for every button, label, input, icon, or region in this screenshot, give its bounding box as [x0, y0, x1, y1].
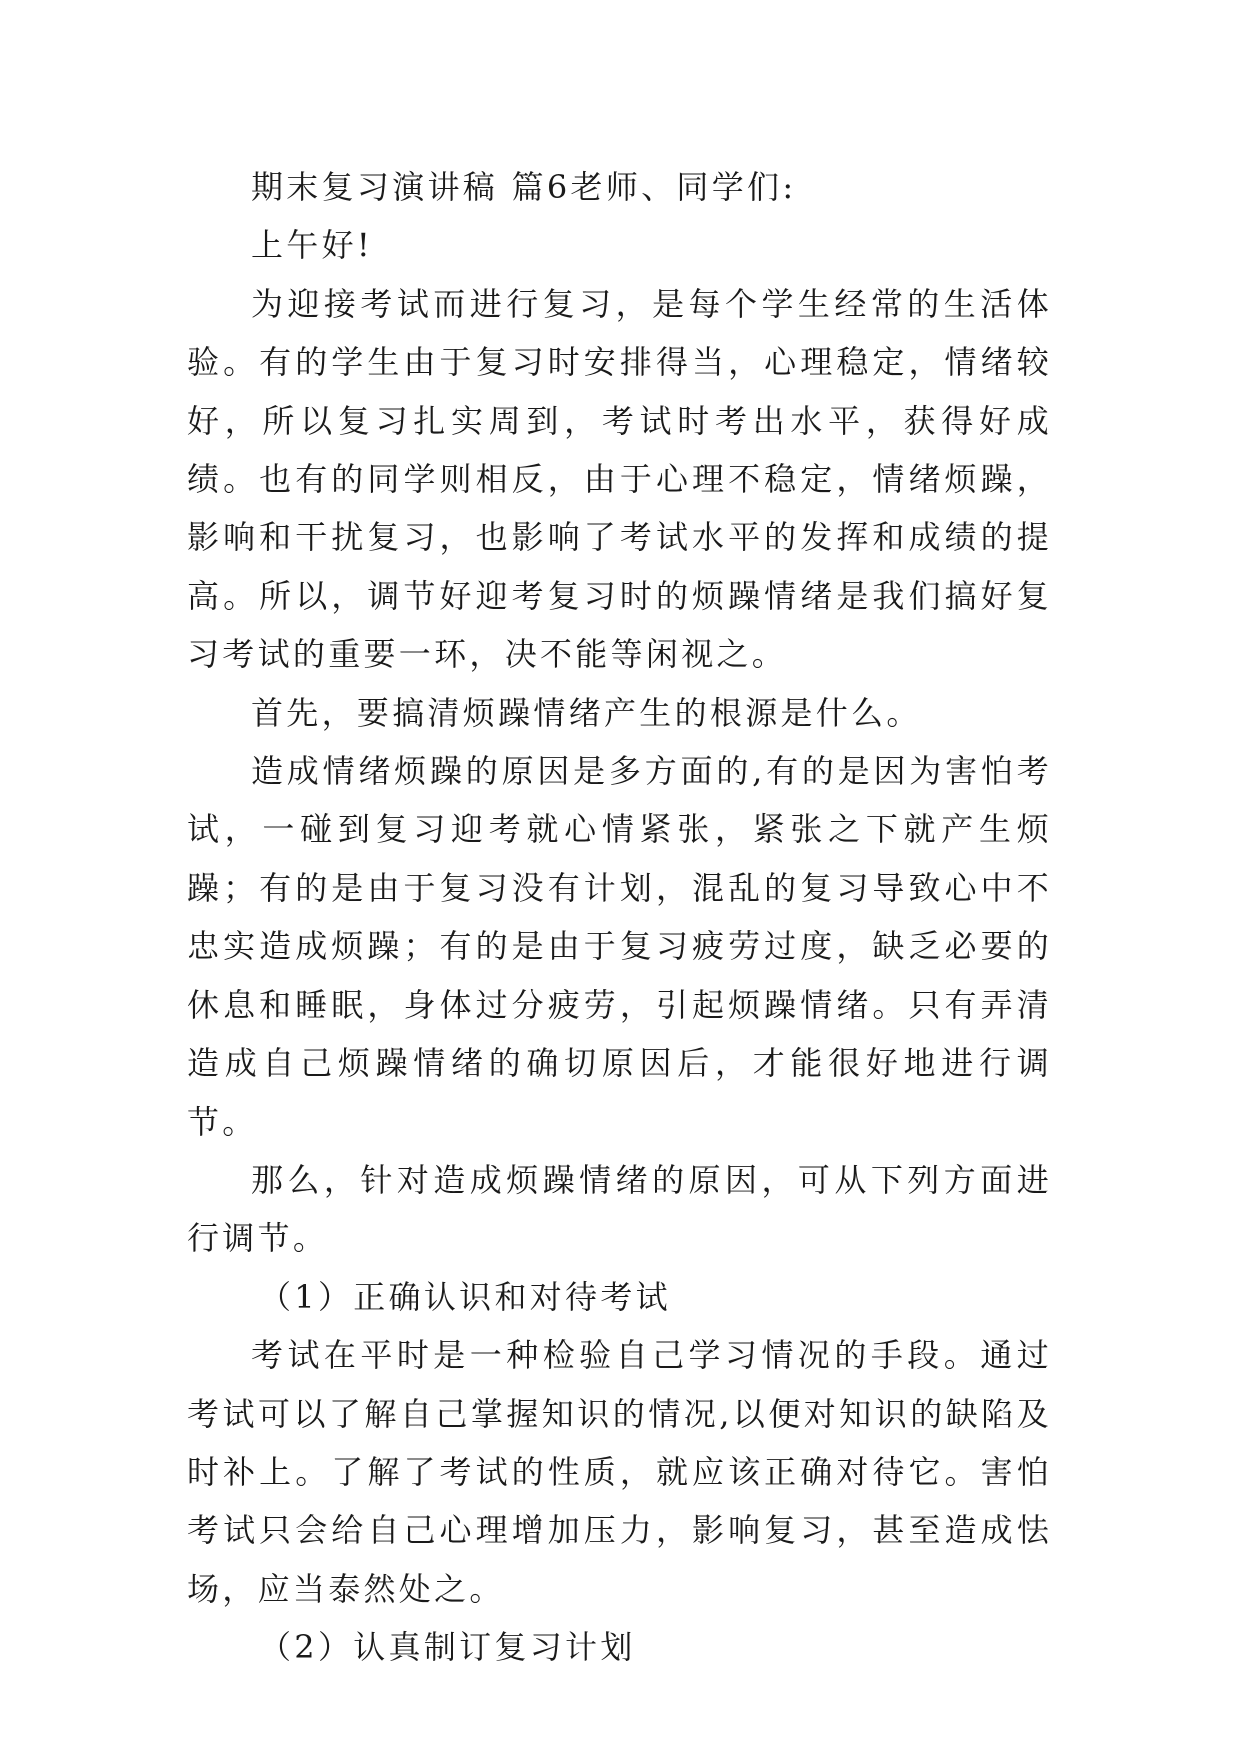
paragraph-causes: 造成情绪烦躁的原因是多方面的,有的是因为害怕考试，一碰到复习迎考就心情紧张，紧张之下就产生烦躁；有的是由于复习没有计划，混乱的复习导致心中不忠实造成烦躁；有的是由于复习疲劳过度，缺乏必要的休息和睡眠，身体过分疲劳，引起烦躁情绪。只有弄清造成自己烦躁情绪的确切原因后，才能很好地进行调节。 [187, 752, 1052, 1141]
paragraph-greeting: 上午好! [251, 226, 374, 265]
subheading-1: （1）正确认识和对待考试 [259, 1277, 671, 1316]
paragraph-exam-attitude: 考试在平时是一种检验自己学习情况的手段。通过考试可以了解自己掌握知识的情况,以便对知识的缺陷及时补上。了解了考试的性质，就应该正确对待它。害怕考试只会给自己心理增加压力，影响复习，甚至造成怯场，应当泰然处之。 [187, 1336, 1052, 1608]
subheading-2: （2）认真制订复习计划 [259, 1628, 636, 1667]
paragraph-heading-line: 期末复习演讲稿 篇6老师、同学们: [251, 168, 797, 206]
paragraph-first-point: 首先，要搞清烦躁情绪产生的根源是什么。 [251, 693, 922, 732]
document-body [187, 158, 1052, 1677]
paragraph-intro: 为迎接考试而进行复习，是每个学生经常的生活体验。有的学生由于复习时安排得当，心理稳定，情绪较好，所以复习扎实周到，考试时考出水平，获得好成绩。也有的同学则相反，由于心理不稳定，情绪烦躁，影响和干扰复习，也影响了考试水平的发挥和成绩的提高。所以，调节好迎考复习时的烦躁情绪是我们搞好复习考试的重要一环，决不能等闲视之。 [187, 284, 1052, 674]
paragraph-adjustment-intro: 那么，针对造成烦躁情绪的原因，可从下列方面进行调节。 [187, 1160, 1052, 1258]
